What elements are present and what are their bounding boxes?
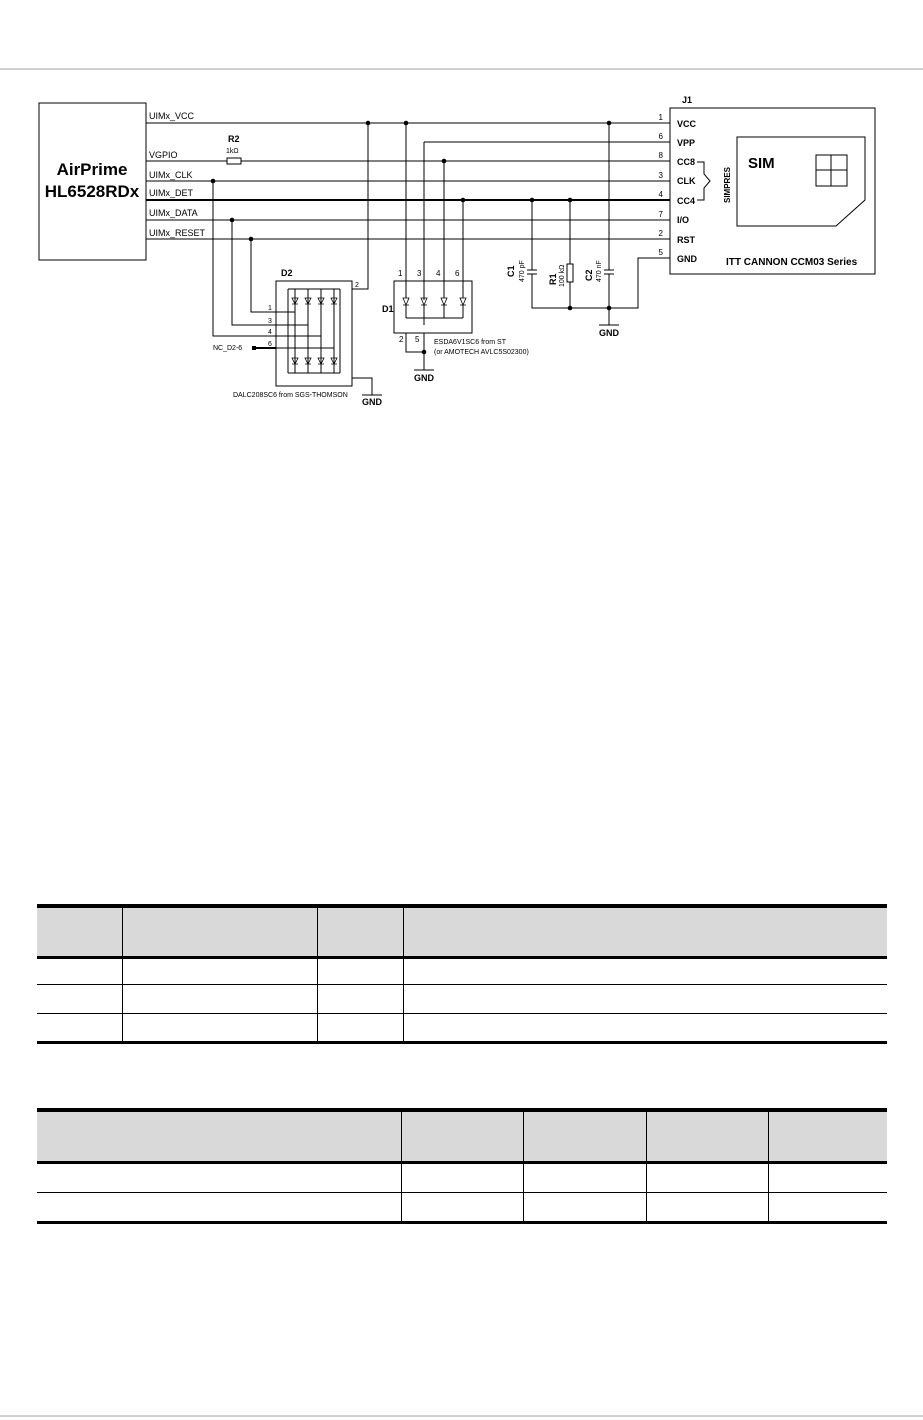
table-row [37, 1162, 887, 1192]
simpres-label: SIMPRES [723, 166, 732, 203]
r2-value: 1kΩ [226, 148, 239, 155]
connector-series-label: ITT CANNON CCM03 Series [726, 257, 858, 268]
j1-pin-num: 4 [658, 190, 663, 199]
j1-pin-num: 2 [658, 229, 663, 238]
table-cell [404, 984, 888, 1013]
j1-pin-num: 8 [658, 151, 663, 160]
d1-ref: D1 [382, 304, 394, 314]
footer-rule [0, 1415, 923, 1417]
table2-header [769, 1110, 888, 1162]
table-cell [318, 1013, 404, 1042]
j1-pin-name: CC8 [677, 157, 696, 167]
j1-pin-name: VPP [677, 138, 696, 148]
d2-pin-1: 1 [268, 305, 272, 312]
d2-gnd-wire [352, 378, 372, 395]
d1-part-label-line2: (or AMOTECH AVLC5S02300) [434, 349, 529, 356]
table-cell [769, 1192, 888, 1222]
d1-pin-2: 2 [399, 335, 404, 344]
table-cell [37, 1192, 402, 1222]
d2-wire-pin4 [213, 181, 276, 336]
signal-label-uimx-vcc: UIMx_VCC [149, 111, 195, 121]
j1-pin-num: 6 [658, 132, 663, 141]
table-cell [123, 957, 318, 984]
j1-pin-name: I/O [677, 215, 690, 225]
r1-value: 100 kΩ [559, 264, 566, 287]
table-cell [318, 984, 404, 1013]
j1-pin-num: 1 [658, 113, 663, 122]
table1-header [123, 906, 318, 957]
table-cell [37, 1013, 123, 1042]
j1-pin-num: 5 [658, 248, 663, 257]
table-cell [404, 1013, 888, 1042]
d2-pin-2: 2 [355, 282, 359, 289]
diode-symbol [441, 298, 447, 305]
d2-pin-3: 3 [268, 318, 272, 325]
table-cell [404, 957, 888, 984]
d2-pin-6: 6 [268, 341, 272, 348]
table-cell [647, 1192, 769, 1222]
table-cell [524, 1162, 647, 1192]
d1-pin-1: 1 [398, 269, 403, 278]
table-cell [647, 1162, 769, 1192]
table-cell [769, 1162, 888, 1192]
table-cell [123, 1013, 318, 1042]
table2-header [647, 1110, 769, 1162]
signal-label-uimx-reset: UIMx_RESET [149, 228, 206, 238]
diode-symbol [403, 298, 409, 305]
j1-pin-name: CC4 [677, 196, 696, 206]
table1-header [318, 906, 404, 957]
table1-header [37, 906, 123, 957]
nc-marker [252, 346, 256, 350]
table2-header [524, 1110, 647, 1162]
table1-header [404, 906, 888, 957]
table-cell [37, 1162, 402, 1192]
r2-ref: R2 [228, 134, 240, 144]
c1-value: 470 pF [519, 260, 526, 282]
table-cell [402, 1162, 524, 1192]
d1-part-label-line1: ESDA6V1SC6 from ST [434, 339, 506, 346]
d2-part-label: DALC208SC6 from SGS-THOMSON [233, 392, 348, 399]
table-cell [524, 1192, 647, 1222]
j1-pin-name: RST [677, 235, 695, 245]
table2-header [402, 1110, 524, 1162]
sim-interface-schematic [0, 0, 923, 420]
module-name-line2: HL6528RDx [44, 182, 140, 201]
table-2 [37, 1108, 887, 1224]
table-row [37, 984, 887, 1013]
d1-pin-4: 4 [436, 269, 441, 278]
signal-label-uimx-clk: UIMx_CLK [149, 170, 193, 180]
r2-resistor [227, 158, 241, 164]
d1-pin-6: 6 [455, 269, 460, 278]
d1-gnd-label: GND [414, 373, 434, 383]
d1-pin-5: 5 [415, 335, 420, 344]
d2-wire-vcc [352, 123, 368, 289]
r1-ref: R1 [548, 273, 558, 285]
sim-card-label: SIM [748, 155, 775, 172]
table-row [37, 957, 887, 984]
j1-pin-name: CLK [677, 176, 696, 186]
signal-label-vgpio: VGPIO [149, 150, 178, 160]
d2-wire-pin1 [251, 239, 276, 312]
d2-ref: D2 [281, 268, 293, 278]
table-cell [402, 1192, 524, 1222]
d2-pin-4: 4 [268, 329, 272, 336]
r1-resistor [567, 264, 573, 282]
signal-label-uimx-data: UIMx_DATA [149, 208, 198, 218]
j1-pin-num: 7 [658, 210, 663, 219]
j1-pin-num: 3 [658, 171, 663, 180]
j1-ref: J1 [682, 95, 693, 105]
j1-pin-name: GND [677, 254, 697, 264]
d2-box [276, 281, 352, 386]
table-row [37, 1013, 887, 1042]
caps-gnd-label: GND [599, 328, 619, 338]
simpres-bracket [697, 162, 710, 200]
nc-d2-6-label: NC_D2-6 [213, 345, 243, 352]
table-cell [37, 984, 123, 1013]
c1-ref: C1 [506, 265, 516, 277]
table-1 [37, 904, 887, 1044]
c2-ref: C2 [584, 269, 594, 281]
j1-pin-name: VCC [677, 119, 697, 129]
table-cell [37, 957, 123, 984]
table2-header [37, 1110, 402, 1162]
signal-label-uimx-det: UIMx_DET [149, 188, 194, 198]
c2-value: 470 nF [596, 260, 603, 282]
table-cell [318, 957, 404, 984]
table-cell [123, 984, 318, 1013]
d2-gnd-label: GND [362, 397, 382, 407]
diode-symbol [460, 298, 466, 305]
j1-gnd-wire [609, 258, 670, 308]
j1-box [670, 108, 875, 274]
module-name-line1: AirPrime [56, 160, 128, 179]
table-row [37, 1192, 887, 1222]
d1-pin-3: 3 [417, 269, 422, 278]
sim-card-outline [737, 137, 865, 226]
